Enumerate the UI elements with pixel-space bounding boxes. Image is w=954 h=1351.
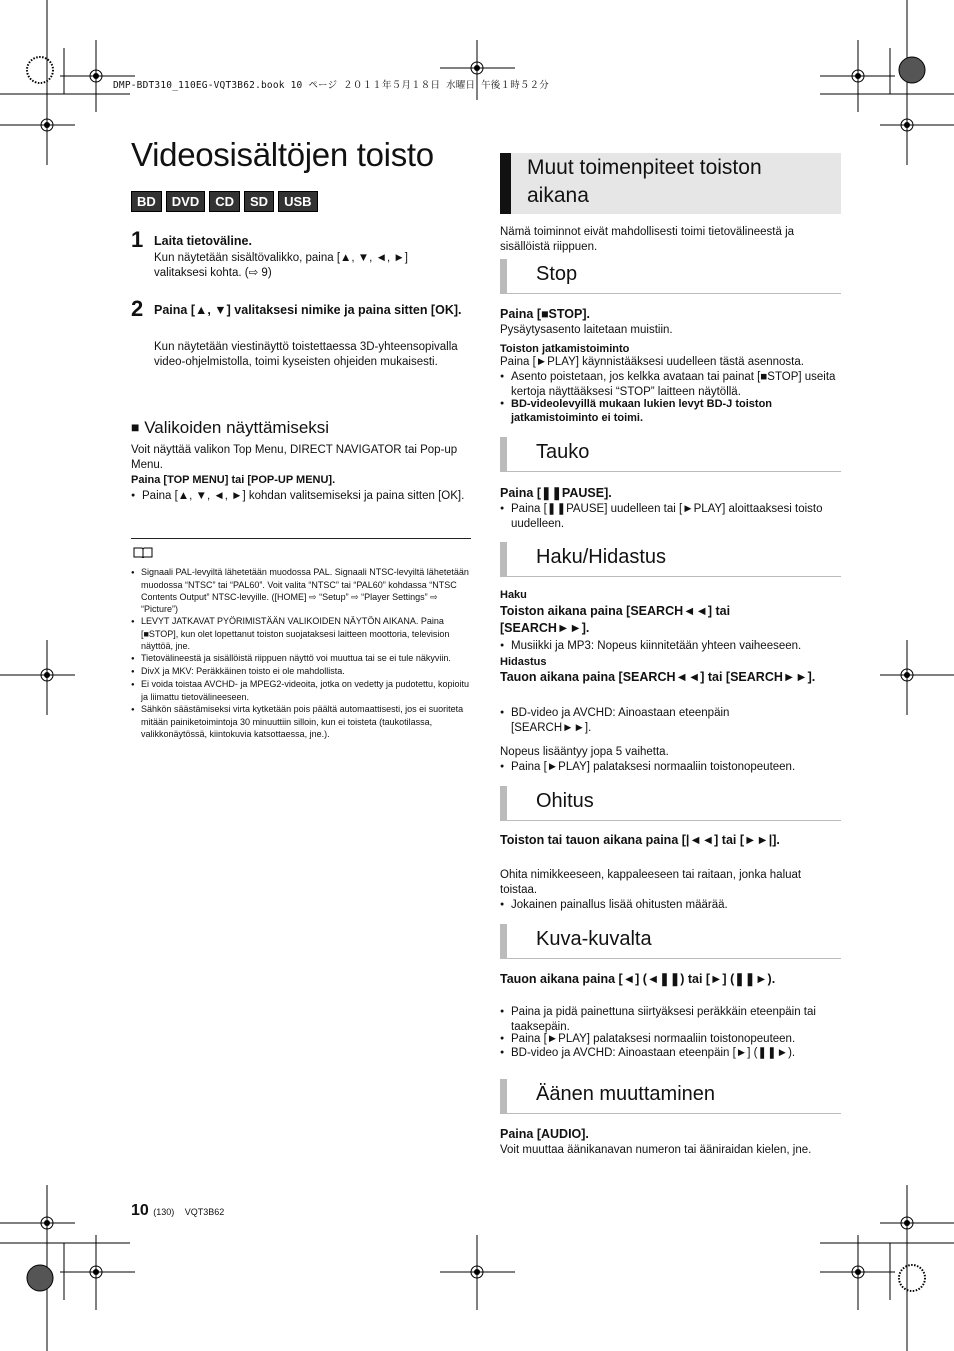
- note-item: ● Signaali PAL-levyiltä lähetetään muodossa PAL. Signaali NTSC-levyiltä lähetetään muodossa “NTSC” tai “PAL60”. Voit valita “NTSC” tai “PAL60” kohdassa “NTSC Contents Output” NTSC-levyille. ([HOME] ⇨ “Setup” ⇨ “Player Settings” ⇨ “Picture”): [131, 566, 473, 615]
- pause-heading-box: [500, 437, 841, 472]
- page-footer: [131, 1202, 224, 1220]
- search-bullet-2: ● BD-video ja AVCHD: Ainoastaan eteenpäin [SEARCH►►].: [500, 705, 781, 736]
- square-bullet-icon: ■: [131, 419, 140, 435]
- frame-bullet-1: ● Paina ja pidä painettuna siirtyäksesi peräkkäin eteenpäin tai taaksepäin.: [500, 1004, 851, 1035]
- search-bullet-3: ● Paina [►PLAY] palataksesi normaaliin toistonopeuteen.: [500, 759, 856, 775]
- audio-heading-box: [500, 1079, 841, 1114]
- skip-bullet: ● Jokainen painallus lisää ohitusten määrää.: [500, 897, 851, 913]
- menus-bold: Paina [TOP MENU] tai [POP-UP MENU].: [131, 474, 336, 486]
- audio-bold: Paina [AUDIO].: [500, 1127, 589, 1141]
- search-sub-2: Hidastus: [500, 656, 547, 668]
- file-header-line: DMP-BDT310_110EG-VQT3B62.book 10 ページ ２０１１年５月１８日 水曜日 午後１時５２分: [113, 80, 550, 91]
- stop-body: Pysäytysasento laitetaan muistiin.: [500, 324, 673, 336]
- section-title-line-2: aikana: [527, 184, 589, 207]
- step-2-heading: Paina [▲, ▼] valitaksesi nimike ja paina sitten [OK].: [154, 303, 462, 317]
- pause-bullet: ● Paina [❚❚PAUSE] uudelleen tai [►PLAY] aloittaaksesi toisto uudelleen.: [500, 501, 841, 532]
- section-title-line-1: Muut toimenpiteet toiston: [527, 156, 762, 179]
- media-badges: [131, 191, 318, 212]
- menus-body: Voit näyttää valikon Top Menu, DIRECT NAVIGATOR tai Pop-up Menu.: [131, 444, 458, 471]
- badge-sd: SD: [244, 191, 274, 212]
- skip-body: Ohita nimikkeeseen, kappaleeseen tai raitaan, jonka haluat toistaa.: [500, 869, 802, 896]
- pause-bold: Paina [❚❚PAUSE].: [500, 486, 612, 500]
- step-1-body: Kun näytetään sisältövalikko, paina [▲, ▼, ◄, ►] valitaksesi kohta. (⇨ 9): [154, 252, 408, 279]
- search-bold-2: Tauon aikana paina [SEARCH◄◄] tai [SEARCH►►].: [500, 670, 816, 684]
- document-code: VQT3B62: [184, 1207, 225, 1217]
- badge-cd: CD: [209, 191, 240, 212]
- stop-heading-box: [500, 259, 841, 294]
- note-item: ● Sähkön säästämiseksi virta kytketään pois päältä automaattisesti, jos ei suoriteta mitään painiketoimintoja 30 minuuttiin silloin, kun ei toisteta (taukotilassa, valikkonäytössä, kiintokuvia katsottaessa, jne.).: [131, 703, 473, 740]
- frame-bullet-2: ● Paina [►PLAY] palataksesi normaaliin toistonopeuteen.: [500, 1031, 856, 1047]
- stop-bullet-2: ● BD-videolevyillä mukaan lukien levyt BD-J toiston jatkamistoiminto ei toimi.: [500, 397, 851, 425]
- badge-bd: BD: [131, 191, 162, 212]
- stop-sub-body: Paina [►PLAY] käynnistääksesi uudelleen tästä asennosta.: [500, 356, 804, 368]
- search-heading: Haku/Hidastus: [536, 546, 667, 568]
- step-2-number: 2: [131, 296, 144, 321]
- step-1-number: 1: [131, 227, 144, 252]
- pause-heading: Tauko: [536, 441, 590, 463]
- stop-bold: Paina [■STOP].: [500, 307, 590, 321]
- frame-bullet-3: ● BD-video ja AVCHD: Ainoastaan eteenpäin [►] (❚❚►).: [500, 1045, 856, 1061]
- note-item: ● DivX ja MKV: Peräkkäinen toisto ei ole mahdollista.: [131, 665, 473, 678]
- menus-heading-text: Valikoiden näyttämiseksi: [144, 418, 330, 437]
- search-body: Nopeus lisääntyy jopa 5 vaihetta.: [500, 746, 669, 758]
- skip-heading-box: [500, 786, 841, 821]
- frame-bold: Tauon aikana paina [◄] (◄❚❚) tai [►] (❚❚►).: [500, 972, 776, 986]
- step-2-body: Kun näytetään viestinäyttö toistettaessa 3D-yhteensopivalla video-ohjelmistolla, toimi kyseisten ohjeiden mukaisesti.: [154, 341, 458, 368]
- note-item: ● LEVYT JATKAVAT PYÖRIMISTÄÄN VALIKOIDEN NÄYTÖN AIKANA. Paina [■STOP], kun olet lopettanut toiston suojataksesi laitteen moottoria, television näyttöä, jne.: [131, 615, 473, 652]
- menus-bullet: ● Paina [▲, ▼, ◄, ►] kohdan valitsemiseksi ja paina sitten [OK].: [131, 488, 482, 504]
- section-intro: Nämä toiminnot eivät mahdollisesti toimi tietovälineestä ja sisällöistä riippuen.: [500, 226, 795, 253]
- step-1-heading: Laita tietoväline.: [154, 234, 252, 248]
- frame-heading-box: [500, 924, 841, 959]
- stop-heading: Stop: [536, 263, 578, 285]
- frame-heading: Kuva-kuvalta: [536, 928, 652, 950]
- audio-heading: Äänen muuttaminen: [536, 1083, 716, 1105]
- page-number: 10: [131, 1202, 149, 1219]
- note-divider: [131, 538, 471, 539]
- search-sub-1: Haku: [500, 589, 527, 601]
- book-icon: [133, 546, 153, 558]
- page-title: Videosisältöjen toisto: [131, 136, 434, 173]
- badge-dvd: DVD: [166, 191, 205, 212]
- search-bullet-1: ● Musiikki ja MP3: Nopeus kiinnitetään yhteen vaiheeseen.: [500, 638, 856, 654]
- skip-bold: Toiston tai tauon aikana paina [|◄◄] tai [►►|].: [500, 833, 780, 847]
- section-title-box: [500, 153, 841, 214]
- note-item: ● Ei voida toistaa AVCHD- ja MPEG2-videoita, jotka on vedetty ja pudotettu, kopioitu ja liimattu tietovälineeseen.: [131, 678, 473, 703]
- notes-list: [131, 566, 473, 740]
- page-number-sub: (130): [153, 1207, 175, 1217]
- menus-heading: [131, 418, 329, 438]
- audio-body: Voit muuttaa äänikanavan numeron tai ääniraidan kielen, jne.: [500, 1144, 812, 1156]
- skip-heading: Ohitus: [536, 790, 594, 812]
- note-item: ● Tietovälineestä ja sisällöistä riippuen näyttö voi muuttua tai se ei tule näkyviin.: [131, 652, 473, 665]
- search-bold-1: Toiston aikana paina [SEARCH◄◄] tai [SEARCH►►].: [500, 604, 731, 635]
- stop-bullet-1: ● Asento poistetaan, jos kelkka avataan tai painat [■STOP] useita kertoja näyttääksesi “STOP” laitteen näytöllä.: [500, 369, 851, 400]
- badge-usb: USB: [278, 191, 317, 212]
- stop-sub: Toiston jatkamistoiminto: [500, 343, 630, 355]
- search-heading-box: [500, 542, 841, 577]
